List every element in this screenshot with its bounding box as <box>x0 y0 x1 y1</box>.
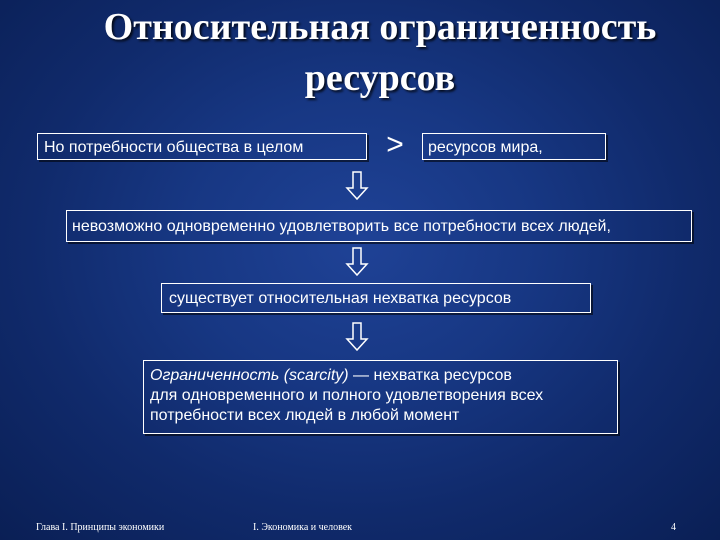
scarcity-line-1 <box>150 366 617 386</box>
impossible-box-text: невозможно одновременно удовлетворить все потребности всех людей, <box>72 218 611 235</box>
needs-box-text: Но потребности общества в целом <box>44 139 304 156</box>
scarcity-definition-box <box>143 360 618 434</box>
footer-section: I. Экономика и человек <box>253 522 353 533</box>
title-line-1: Относительная ограниченность <box>103 6 657 48</box>
shortage-box-text: существует относительная нехватка ресурсов <box>169 290 512 307</box>
resources-box-text: ресурсов мира, <box>428 139 543 156</box>
scarcity-definition-start: — нехватка ресурсов <box>348 367 512 384</box>
scarcity-line-3: потребности всех людей в любой момент <box>150 407 460 424</box>
shortage-box <box>161 283 591 313</box>
resources-box <box>422 133 606 160</box>
scarcity-line-2: для одновременного и полного удовлетворения всех <box>150 387 544 404</box>
footer-chapter: Глава I. Принципы экономики <box>36 522 165 533</box>
greater-than-sign: > <box>386 128 404 161</box>
title-line-2: ресурсов <box>304 57 456 99</box>
impossible-box <box>66 210 692 242</box>
needs-box <box>37 133 367 160</box>
scarcity-term: Ограниченность (scarcity) <box>150 367 349 384</box>
page-number: 4 <box>671 522 676 533</box>
double-down-arrow-icon <box>345 322 369 352</box>
double-down-arrow-icon <box>345 171 369 201</box>
double-down-arrow-icon <box>345 247 369 277</box>
slide-title <box>40 2 720 104</box>
